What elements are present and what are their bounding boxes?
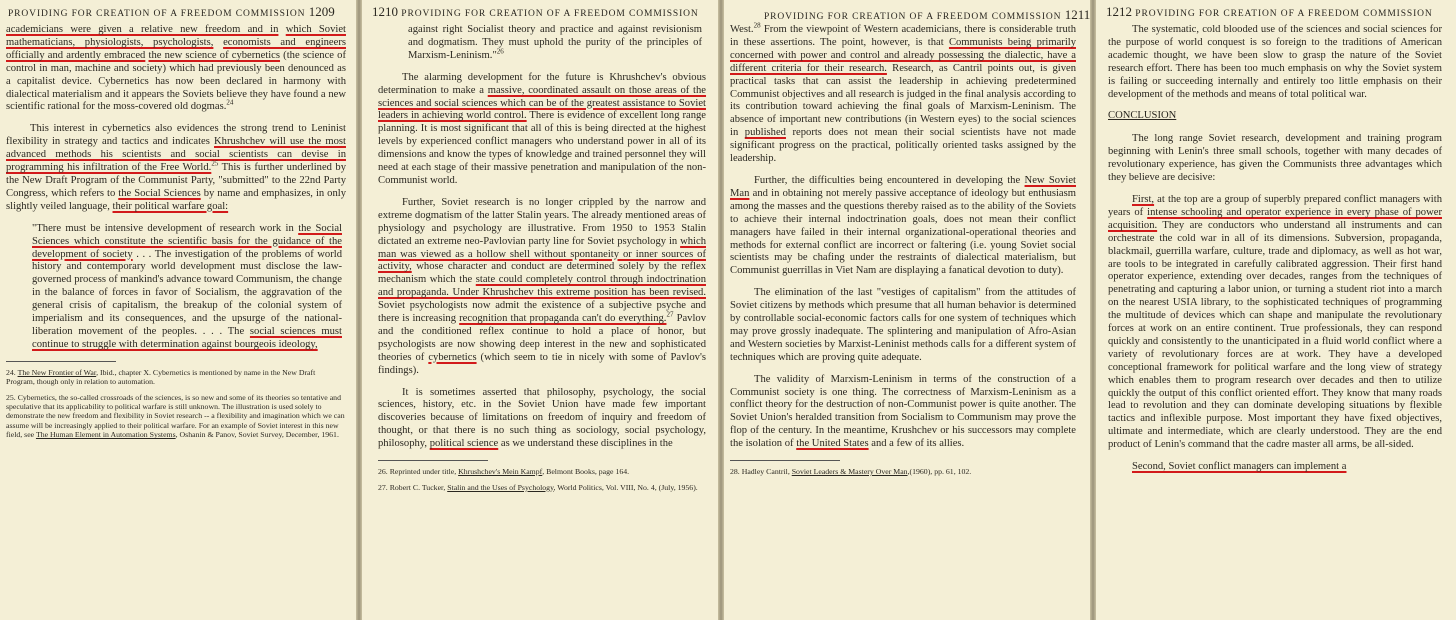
text: They are conductors who understand all instruments and can orchestrate the cold war in all of its dimensions. Subversion, propaganda, blackmail, guerrilla warfare, culture, trade and diplomacy, as well as hot war, are tools to be integrated in carefully calibrated aggression. Their first hand operator experience, extending over decades, ranges from the techniques of penetrating and capturing a labor union, or turning a student riot into a march on the nearest USIA library, to the sophisticated techniques of programming the multitude of devices which can shape and manipulate the revolutionary forces at work on an entire continent. True professionals, they can respond quickly and consistently to the unanticipated in a fluid world conflict where a variety of revolutionary forces are at work. They have a developed conceptional framework for political warfare and the long view of strategy which enables them to program research over decades and then to utilize quickly the output of this conflict oriented effort. They know that many roads lead to revolution and they can dominate developing situations by flexible tactics and inflexible purpose. Most important they have fixed objectives, ultimate and intermediate, which are clearly understood. They are the end product of Lenin's command that the cadre master all arms, be all-sided. (1108, 219, 1442, 451)
text: . . . The investigation of the problems of world history and contemporary world development must disclose the law-governed process of mankind's advance toward Communism, the change in the balance of forces in favor of Socialism, the aggravation of the general crisis of capitalism, the breakup of the colonial system of imperialism and its consequences, and the upsurge of the national-liberation movement of the peoples. . . . The (32, 248, 342, 337)
text: , Oshanin & Panov, Soviet Survey, December, 1961. (175, 430, 339, 440)
highlighted-text: the Social Sciences (118, 187, 201, 199)
text: The alarming development for the future is Khrushchev's obvious determination to make a (378, 71, 706, 96)
highlighted-text: their political warfare goal: (112, 200, 229, 212)
citation-title: The New Frontier of War (17, 367, 97, 377)
text: Pavlov and the conditioned reflex continue to hold a place of honor, but psychologists are now showing deep interest in the new and sophisticated theories of (378, 313, 707, 363)
running-title: PROVIDING FOR CREATION OF A FREEDOM COMMISSION (401, 9, 699, 19)
footnote-ref: 27 (666, 310, 674, 319)
paragraph (730, 374, 1076, 451)
highlighted-text: which man was viewed as a hollow shell without spontaneity or inner sources of activity, (378, 235, 706, 273)
running-title: PROVIDING FOR CREATION OF A FREEDOM COMMISSION (1135, 9, 1433, 19)
footnote-28 (730, 467, 1076, 476)
citation-title: The Human Element in Automation Systems (35, 430, 176, 440)
page-body (724, 22, 1090, 477)
text: against right Socialist theory and practice and against revisionism and dogmatism. They must uphold the purity of the principles of Marxism-Leninism." (408, 24, 702, 61)
footnote-24 (6, 368, 346, 387)
text: and a few of its allies. (868, 438, 965, 450)
highlighted-text: political science (429, 438, 499, 450)
citation-title: Stalin and the Uses of Psychology (447, 482, 554, 492)
paragraph (730, 21, 1077, 166)
footnote-25 (6, 393, 346, 440)
highlighted-text: Second, Soviet conflict managers can implement a (1132, 461, 1347, 473)
page-body (0, 22, 356, 440)
text: (which seem to tie in nicely with some of Pavlov's findings). (378, 351, 706, 376)
text: whose character and conduct are determined solely by the reflex mechanism which the (378, 261, 706, 286)
text: 26. Reprinted under title, (378, 467, 459, 477)
block-quote (6, 223, 346, 352)
footnote-27 (378, 483, 706, 492)
paragraph (378, 387, 706, 452)
paragraph (1108, 194, 1442, 452)
paragraph (6, 123, 346, 213)
page-number: 1210 (372, 4, 398, 19)
text: Further, Soviet research is no longer crippled by the narrow and extreme dogmatism of the latter Stalin years. The already mentioned areas of physiology and psychology are illustrative. From 1950 to 1953 Stalin dictated an extreme neo-Pavlovian party line for Soviet psychology in (378, 196, 706, 247)
paragraph (6, 24, 346, 114)
highlighted-text: which Soviet mathematicians, physiologists, psychologists, (6, 24, 346, 48)
text: ,(1960), pp. 61, 102. (907, 467, 972, 477)
running-title: PROVIDING FOR CREATION OF A FREEDOM COMMISSION (764, 12, 1062, 22)
highlighted-text: cybernetics (428, 351, 477, 363)
page-header (1096, 0, 1456, 22)
highlighted-text: the new science of cybernetics (148, 49, 281, 61)
text: This interest in cybernetics also evidences the strong trend to Leninist flexibility in strategy and tactics and indicates (6, 123, 346, 148)
highlighted-text: Communists being primarily concerned with power and control and already possessing the dialectic, have a different criteria for their research. (730, 36, 1076, 74)
paragraph: The long range Soviet research, development and training program beginning with Lenin's three small schools, together with many decades of revolutionary experience, has given the Communists three advantages which they believe are decisive: (1108, 133, 1442, 184)
text: reports does not mean their social scientists have not made significant progress on the practical, politically oriented tasks assigned by the leadership. (730, 127, 1077, 165)
footnote-divider (730, 460, 840, 461)
highlighted-text: Khrushchev will use the most advanced methods his scientists and social scientists can devise in programming his infiltration of the Free World. (6, 136, 346, 174)
paragraph (730, 175, 1076, 278)
text: West. (730, 24, 754, 35)
page-1211 (724, 0, 1090, 620)
text: 27. Robert C. Tucker, (378, 482, 448, 492)
text: Soviet psychologists now admit the existence of a subjective psyche and there is increasing (378, 300, 706, 325)
text: , Belmont Books, page 164. (542, 467, 630, 477)
text: 28. Hadley Cantril, (730, 467, 792, 477)
text: There is evidence of excellent long range planning. It is most significant that all of this is being directed at the highest levels by experienced conflict managers who understand power in all of its dimensions and know the types of knowledge and trained personnel they will need at each stage of their massive penetration and manipulation of the non-Communist world. (378, 110, 706, 186)
text: at the top are a group of superbly prepared conflict managers with years of (1108, 193, 1442, 218)
text: , Ibid., chapter X. Cybernetics is mentioned by name in the New Draft Program, though only in relation to automation. (6, 367, 316, 387)
highlighted-text: social sciences must continue to struggle with determination against bourgeois ideology, (32, 325, 342, 350)
text: It is sometimes asserted that philosophy, psychology, the social sciences, history, etc. in the Soviet Union have made few important discoveries because of limitations on freedom of inquiry and freedom of thought, or that there is no such thing as sociology, social psychology, philosophy, (378, 386, 706, 450)
text: Further, the difficulties being encountered in developing the (754, 174, 1025, 186)
page-body (362, 22, 718, 492)
text: The validity of Marxism-Leninism in terms of the construction of a Communist society is one thing. The correctness of Marxism-Leninism as a conflict theory for the destruction of non-Communist power is quite another. The Soviet Union's heralded transition from Socialism to Communism may prove the flop of the century. In the meantime, Krushchev or his successors may complete the isolation of (730, 373, 1076, 450)
paragraph (378, 72, 706, 188)
paragraph (1108, 461, 1442, 474)
text: This is further underlined by the New Draft Program of the Communist Party, "submitted" to the 22nd Party Congress, which refers to (6, 162, 346, 199)
text: and in obtaining not merely passive acceptance of ideology but enthusiasm among the masses and the questions thereby raised as to the ability of the Soviets to achieve their internal indoctrination goals, does not mean their conflict managers have failed in their internal organizational-operational theories and methods for external conflict are incorrect or faltering (i.e. young Soviet social scientists may be chafing under the restraints of dialectical materialism, but Communist guerrillas in Viet Nam are displaying a fanatical devotion to duty). (730, 187, 1076, 277)
highlighted-text: economists and engineers officially and ardently embraced (6, 36, 346, 61)
highlighted-text: First, (1132, 193, 1155, 205)
text: Research, as Cantril points out, is given practical tasks that can assist the leadership in achieving predetermined Communist objectives and all research is judged in the final analysis according to its contribution toward achieving the final goals of Marxism-Leninism. The absence of important new contributions (in Western eyes) to the social sciences in (730, 62, 1076, 139)
page-body (1096, 22, 1456, 474)
footnote-ref: 28 (753, 21, 761, 30)
highlighted-text: recognition that propaganda can't do everything. (459, 313, 667, 325)
highlighted-text: published (744, 127, 786, 139)
citation-title: Khrushchev's Mein Kampf (458, 467, 543, 477)
page-number: 1209 (308, 4, 335, 19)
highlighted-text: academicians were given a relative new freedom and in (6, 24, 279, 35)
text: "There must be intensive development of research work in (32, 222, 299, 234)
page-number: 1212 (1106, 4, 1132, 19)
footnote-ref: 25 (211, 159, 219, 168)
highlighted-text: New Soviet Man (730, 174, 1076, 199)
page-1209 (0, 0, 356, 620)
highlighted-text: the Social Sciences which constitute the scientific basis for the guidance of the development of society (32, 222, 342, 260)
section-heading: CONCLUSION (1108, 110, 1177, 122)
page-header (0, 0, 356, 22)
block-quote-continued (378, 24, 706, 63)
text: by name and emphasizes, in only slightly veiled language, (6, 187, 347, 212)
text: as we understand these disciplines in the (498, 438, 673, 450)
highlighted-text: the United States (796, 438, 869, 450)
footnote-26 (378, 467, 706, 476)
page-header (724, 0, 1090, 22)
paragraph: The systematic, cold blooded use of the sciences and social sciences for the purpose of world conquest is so foreign to the traditions of American academic thought, we have been slow to grasp the nature of the Soviet research effort. There has been too much emphasis on why the Soviet system is failing or succeeding internally and entirely too little emphasis on their development of the methods and means of total political war. (1108, 24, 1442, 100)
page-number: 1211 (1064, 7, 1090, 22)
paragraph: The elimination of the last "vestiges of capitalism" from the attitudes of Soviet citizens by methods which presume that all human behavior is determined by controllable social-economic factors calls for one system of techniques which may prove grossly inadequate. The splintering and manipulation of Afro-Asian and Western societies by Marxist-Leninist methods calls for a different system of techniques which are proving quite adequate. (730, 287, 1076, 363)
text: 24. (6, 367, 18, 377)
paragraph (378, 197, 706, 378)
text: (the science of control in man, machine and society) which had previously been denounced as a capitalist device. Cybernetics has now been declared in harmony with dialectical materialism and it appears the Soviets believe they have found a new scientific rational for the moss-covered old dogmas. (6, 49, 346, 113)
citation-title: Soviet Leaders & Mastery Over Man (791, 467, 908, 477)
highlighted-text: intense schooling and operator experience in every phase of power acquisition. (1108, 206, 1442, 231)
highlighted-text: state could completely control through indoctrination and propaganda. Under Khrushchev this extreme position has been revised. (378, 274, 706, 299)
running-title: PROVIDING FOR CREATION OF A FREEDOM COMMISSION (8, 9, 306, 19)
page-1212 (1096, 0, 1456, 620)
footnote-divider (6, 361, 116, 362)
page-header (362, 0, 718, 22)
page-1210 (362, 0, 718, 620)
text: , World Politics, Vol. VIII, No. 4, (July, 1956). (553, 482, 698, 492)
text: From the viewpoint of Western academicians, there is considerable truth in these assertions. The point, however, is that (730, 24, 1076, 48)
text: 25. Cybernetics, the so-called crossroads of the sciences, is so new and some of its theories so tentative and speculative that its applicability to political warfare is still unknown. The illustration is used solely to demonstrate the new freedom and flexibility in Soviet research -- a flexibility and imagination which we can assume will be increasingly applied to their political warfare. For an example of Soviet interest in this new field, see (6, 392, 345, 440)
footnote-ref: 24 (226, 98, 234, 107)
highlighted-text: massive, coordinated assault on those areas of the sciences and social sciences which can be of the greatest assistance to Soviet leaders in achieving world control. (378, 84, 707, 122)
footnote-ref: 26 (496, 47, 504, 56)
footnote-divider (378, 460, 488, 461)
